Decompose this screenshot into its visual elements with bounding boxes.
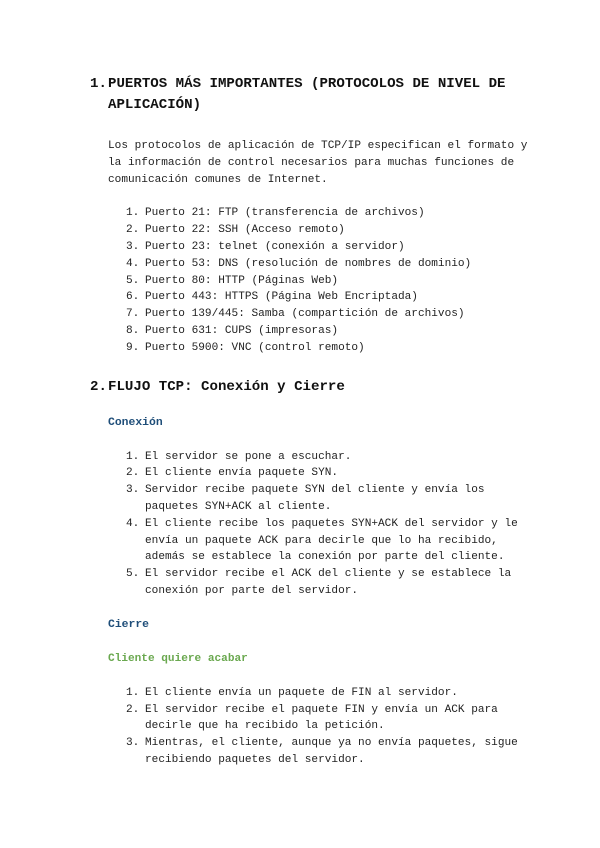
conexion-steps bbox=[126, 449, 521, 600]
list-item: 3. Puerto 23: telnet (conexión a servidor) bbox=[126, 240, 405, 253]
list-item: 2. El servidor recibe el paquete FIN y envía un ACK para decirle que ha recibido la petición. bbox=[126, 703, 498, 733]
list-item: 4. Puerto 53: DNS (resolución de nombres de dominio) bbox=[126, 257, 472, 270]
list-item: 7. Puerto 139/445: Samba (compartición de archivos) bbox=[126, 308, 465, 321]
section-1-heading bbox=[90, 74, 520, 116]
list-item: 5. El servidor recibe el ACK del cliente y se establece la conexión por parte del servidor. bbox=[126, 568, 512, 597]
section-title: PUERTOS MÁS IMPORTANTES (PROTOCOLOS DE NIVEL DE APLICACIÓN) bbox=[108, 76, 506, 113]
list-item: 2. Puerto 22: SSH (Acceso remoto) bbox=[126, 224, 345, 237]
cierre-heading: Cierre bbox=[108, 618, 150, 631]
list-item: 1. El cliente envía un paquete de FIN al servidor. bbox=[126, 686, 458, 699]
list-item: 1. Puerto 21: FTP (transferencia de archivos) bbox=[126, 207, 425, 220]
list-item: 9. Puerto 5900: VNC (control remoto) bbox=[126, 341, 365, 354]
list-item: 4. El cliente recibe los paquetes SYN+ACK del servidor y le envía un paquete ACK para decirle que lo ha recibido, además se establece la conexión por parte del cliente. bbox=[126, 517, 518, 564]
list-item: 1. El servidor se pone a escuchar. bbox=[126, 450, 352, 463]
list-item: 8. Puerto 631: CUPS (impresoras) bbox=[126, 324, 339, 337]
intro-paragraph: Los protocolos de aplicación de TCP/IP especifican el formato y la información de control necesarios para muchas funciones de comunicación comunes de Internet. bbox=[108, 140, 528, 186]
list-item: 5. Puerto 80: HTTP (Páginas Web) bbox=[126, 274, 339, 287]
conexion-heading: Conexión bbox=[108, 416, 163, 429]
list-item: 3. Mientras, el cliente, aunque ya no envía paquetes, sigue recibiendo paquetes del servidor. bbox=[126, 737, 518, 766]
section-number: 1. bbox=[90, 76, 107, 92]
section-number: 2. bbox=[90, 378, 107, 395]
ports-list bbox=[126, 205, 521, 356]
list-item: 3. Servidor recibe paquete SYN del cliente y envía los paquetes SYN+ACK al cliente. bbox=[126, 484, 485, 513]
cierre-steps bbox=[126, 685, 521, 769]
list-item: 2. El cliente envía paquete SYN. bbox=[126, 467, 339, 480]
cierre-subheading: Cliente quiere acabar bbox=[108, 652, 248, 665]
section-2-heading bbox=[90, 377, 520, 398]
list-item: 6. Puerto 443: HTTPS (Página Web Encriptada) bbox=[126, 291, 418, 304]
section-title: FLUJO TCP: Conexión y Cierre bbox=[108, 378, 345, 395]
